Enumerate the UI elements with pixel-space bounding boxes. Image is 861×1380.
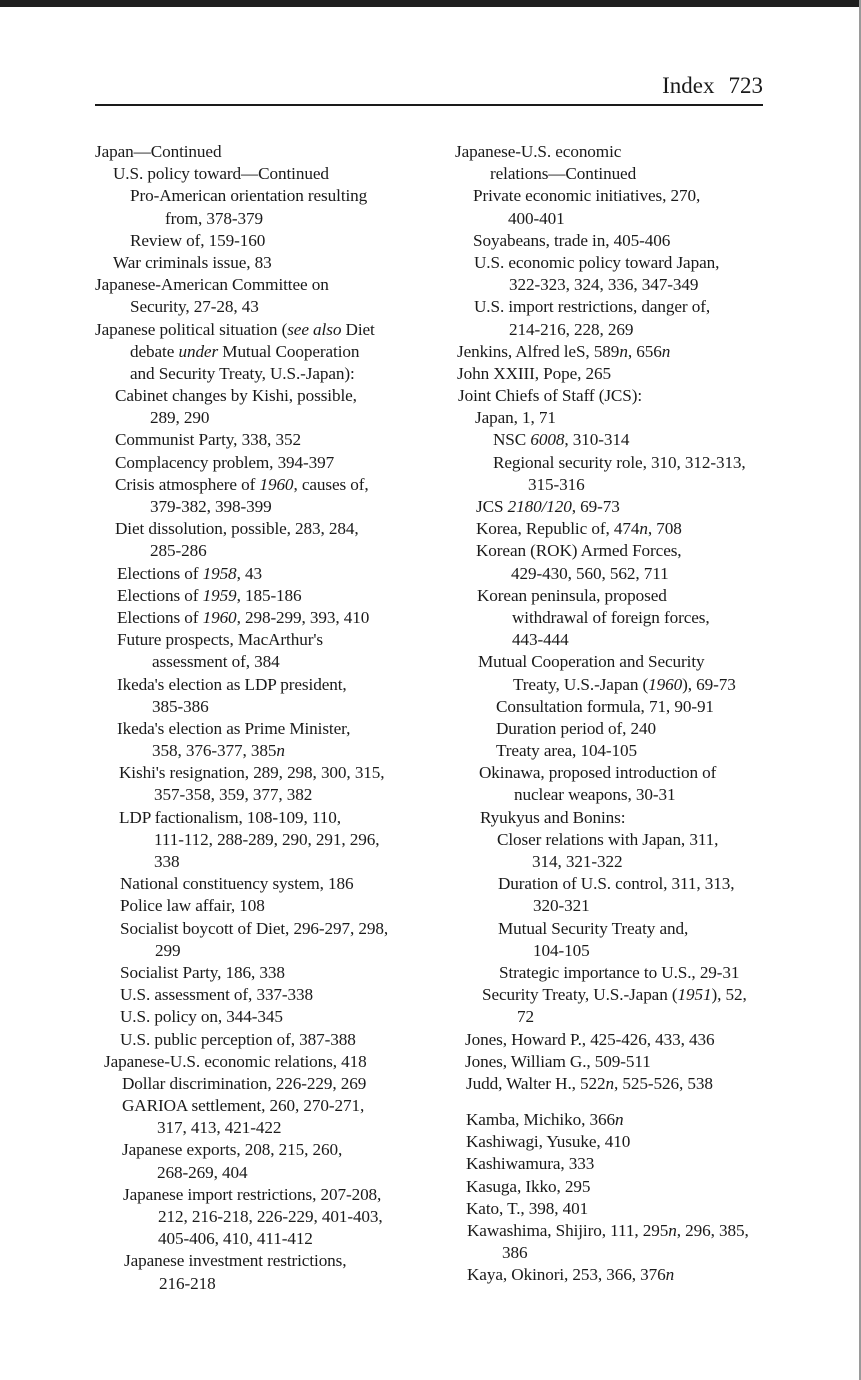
index-entry-line: John XXIII, Pope, 265 xyxy=(457,363,612,383)
index-entry-line: Japanese political situation (see also Diet xyxy=(95,319,375,339)
index-entry-line: 285-286 xyxy=(150,541,207,561)
index-entry-line: Regional security role, 310, 312-313, xyxy=(493,452,746,472)
index-entry-line: 385-386 xyxy=(152,696,209,716)
index-entry-line: LDP factionalism, 108-109, 110, xyxy=(119,807,341,827)
index-entry-line: Complacency problem, 394-397 xyxy=(115,452,335,472)
index-entry-line: 214-216, 228, 269 xyxy=(509,319,634,339)
header-text xyxy=(662,72,763,100)
index-entry-line: Security, 27-28, 43 xyxy=(130,297,259,317)
index-entry-line: Soyabeans, trade in, 405-406 xyxy=(473,230,671,250)
index-entry-line: withdrawal of foreign forces, xyxy=(512,607,710,627)
index-entry-line: 104-105 xyxy=(533,940,590,960)
index-entry-line: from, 378-379 xyxy=(165,208,263,228)
index-entry-line: 216-218 xyxy=(159,1273,216,1293)
index-entry-line: Elections of 1958, 43 xyxy=(117,563,262,583)
index-entry-line: 320-321 xyxy=(533,896,590,916)
index-entry-line: Japanese-American Committee on xyxy=(95,275,329,295)
index-entry-line: U.S. economic policy toward Japan, xyxy=(474,252,720,272)
index-entry-line: NSC 6008, 310-314 xyxy=(493,430,630,450)
index-entry-line: U.S. assessment of, 337-338 xyxy=(120,985,314,1005)
index-entry-line: 386 xyxy=(502,1243,528,1263)
index-entry-line: Duration of U.S. control, 311, 313, xyxy=(498,874,735,894)
index-entry-line: Elections of 1960, 298-299, 393, 410 xyxy=(117,607,370,627)
index-entry-line: Socialist Party, 186, 338 xyxy=(120,962,285,982)
index-entry-line: Japanese-U.S. economic relations, 418 xyxy=(104,1051,367,1071)
index-entry-line: Japan—Continued xyxy=(95,142,222,161)
index-entry-line: Socialist boycott of Diet, 296-297, 298, xyxy=(120,918,389,938)
index-entry-line: Treaty area, 104-105 xyxy=(496,741,638,761)
index-entry-line: Kamba, Michiko, 366n xyxy=(466,1110,624,1130)
index-entry-line: Diet dissolution, possible, 283, 284, xyxy=(115,519,359,539)
index-entry-line: 322-323, 324, 336, 347-349 xyxy=(509,275,699,295)
index-entry-line: Consultation formula, 71, 90-91 xyxy=(496,696,714,716)
index-entry-line: Korean peninsula, proposed xyxy=(477,585,667,605)
index-entry-line: Kashiwamura, 333 xyxy=(466,1154,595,1174)
index-entry-line: Jones, William G., 509-511 xyxy=(465,1051,651,1071)
running-header xyxy=(95,70,763,106)
index-entry-line: Police law affair, 108 xyxy=(120,896,265,916)
index-entry-line: 72 xyxy=(517,1007,534,1027)
index-entry-line: Japanese exports, 208, 215, 260, xyxy=(122,1140,343,1160)
index-entry-line: Mutual Security Treaty and, xyxy=(498,918,689,938)
index-entry-line: Elections of 1959, 185-186 xyxy=(117,585,302,605)
index-entry-line: Pro-American orientation resulting xyxy=(130,186,368,206)
index-entry-line: Jenkins, Alfred leS, 589n, 656n xyxy=(457,341,671,361)
index-entry-line: U.S. import restrictions, danger of, xyxy=(474,297,711,317)
index-entry-line: Review of, 159-160 xyxy=(130,230,266,250)
index-entry-line: Ryukyus and Bonins: xyxy=(480,807,626,827)
index-entry-line: 405-406, 410, 411-412 xyxy=(158,1229,313,1249)
index-entry-line: Japanese investment restrictions, xyxy=(124,1251,347,1271)
index-entry-line: National constituency system, 186 xyxy=(120,874,354,894)
index-entry-line: Okinawa, proposed introduction of xyxy=(479,763,717,783)
header-label: Index xyxy=(662,73,715,98)
index-entry-line: 357-358, 359, 377, 382 xyxy=(154,785,313,805)
index-entry-line: Korean (ROK) Armed Forces, xyxy=(476,541,682,561)
index-entry-line: Ikeda's election as Prime Minister, xyxy=(117,718,351,738)
page-number: 723 xyxy=(728,73,763,98)
index-entry-line: U.S. public perception of, 387-388 xyxy=(120,1029,356,1049)
index-entry-line: 443-444 xyxy=(512,630,569,650)
index-entry-line: Cabinet changes by Kishi, possible, xyxy=(115,386,357,406)
index-entry-line: Communist Party, 338, 352 xyxy=(115,430,301,450)
index-entry-line: 358, 376-377, 385n xyxy=(152,741,285,761)
index-entry-line: Private economic initiatives, 270, xyxy=(473,186,701,206)
index-entry-line: 400-401 xyxy=(508,208,565,228)
index-entry-line: JCS 2180/120, 69-73 xyxy=(476,497,620,516)
index-entry-line: assessment of, 384 xyxy=(152,652,280,672)
index-entry-line: debate under Mutual Cooperation xyxy=(130,341,360,361)
index-entry-line: Mutual Cooperation and Security xyxy=(478,652,705,672)
index-entry-line: 268-269, 404 xyxy=(157,1162,248,1182)
index-entry-line: Joint Chiefs of Staff (JCS): xyxy=(458,386,643,406)
index-entry-line: Duration period of, 240 xyxy=(496,718,656,738)
index-entry-line: U.S. policy toward—Continued xyxy=(113,164,329,184)
index-entry-line: GARIOA settlement, 260, 270-271, xyxy=(122,1096,365,1116)
index-entry-line: 338 xyxy=(154,852,180,871)
index-entry-line: 212, 216-218, 226-229, 401-403, xyxy=(158,1207,383,1226)
index-entry-line: Ikeda's election as LDP president, xyxy=(117,674,347,694)
index-entry-line: Crisis atmosphere of 1960, causes of, xyxy=(115,474,369,494)
index-entry-line: Kaya, Okinori, 253, 366, 376n xyxy=(467,1265,675,1285)
index-entry-line: 315-316 xyxy=(528,474,585,494)
index-entry-line: Japanese import restrictions, 207-208, xyxy=(123,1184,382,1204)
index-entry-line: Kashiwagi, Yusuke, 410 xyxy=(466,1132,631,1152)
index-entry-line: nuclear weapons, 30-31 xyxy=(514,785,676,805)
index-entry-line: 299 xyxy=(155,940,181,960)
index-entry-line: Japan, 1, 71 xyxy=(475,408,556,428)
index-entry-line: Future prospects, MacArthur's xyxy=(117,630,323,650)
index-entry-line: War criminals issue, 83 xyxy=(113,252,272,272)
index-column-right xyxy=(455,141,785,1287)
index-entry-line: Kasuga, Ikko, 295 xyxy=(466,1176,591,1196)
index-entry-line: 379-382, 398-399 xyxy=(150,497,272,516)
index-entry-line: Korea, Republic of, 474n, 708 xyxy=(476,519,682,539)
index-entry-line: 429-430, 560, 562, 711 xyxy=(511,563,669,583)
index-entry-line: Kawashima, Shijiro, 111, 295n, 296, 385, xyxy=(467,1221,749,1240)
index-entry-line: Kato, T., 398, 401 xyxy=(466,1198,589,1218)
index-entry-line: and Security Treaty, U.S.-Japan): xyxy=(130,363,355,383)
index-entry-line: Security Treaty, U.S.-Japan (1951), 52, xyxy=(482,985,747,1005)
page-top-border xyxy=(0,0,861,7)
index-entry-line: Dollar discrimination, 226-229, 269 xyxy=(122,1073,367,1093)
index-entry-line: Judd, Walter H., 522n, 525-526, 538 xyxy=(466,1073,713,1093)
index-entry-line: relations—Continued xyxy=(490,164,637,184)
index-entry-line: Treaty, U.S.-Japan (1960), 69-73 xyxy=(513,674,736,694)
index-entry-line: Japanese-U.S. economic xyxy=(455,142,622,161)
index-entry-line: 111-112, 288-289, 290, 291, 296, xyxy=(154,829,380,849)
letter-group-gap xyxy=(455,1095,785,1109)
index-entry-line: Jones, Howard P., 425-426, 433, 436 xyxy=(465,1029,715,1049)
index-entry-line: 289, 290 xyxy=(150,408,210,428)
index-column-left xyxy=(95,141,440,1295)
index-entry-line: 317, 413, 421-422 xyxy=(157,1118,282,1138)
index-entry-line: Closer relations with Japan, 311, xyxy=(497,829,719,849)
index-entry-line: Strategic importance to U.S., 29-31 xyxy=(499,962,740,982)
index-entry-line: U.S. policy on, 344-345 xyxy=(120,1007,283,1027)
index-entry-line: Kishi's resignation, 289, 298, 300, 315, xyxy=(119,763,385,783)
index-entry-line: 314, 321-322 xyxy=(532,852,623,871)
